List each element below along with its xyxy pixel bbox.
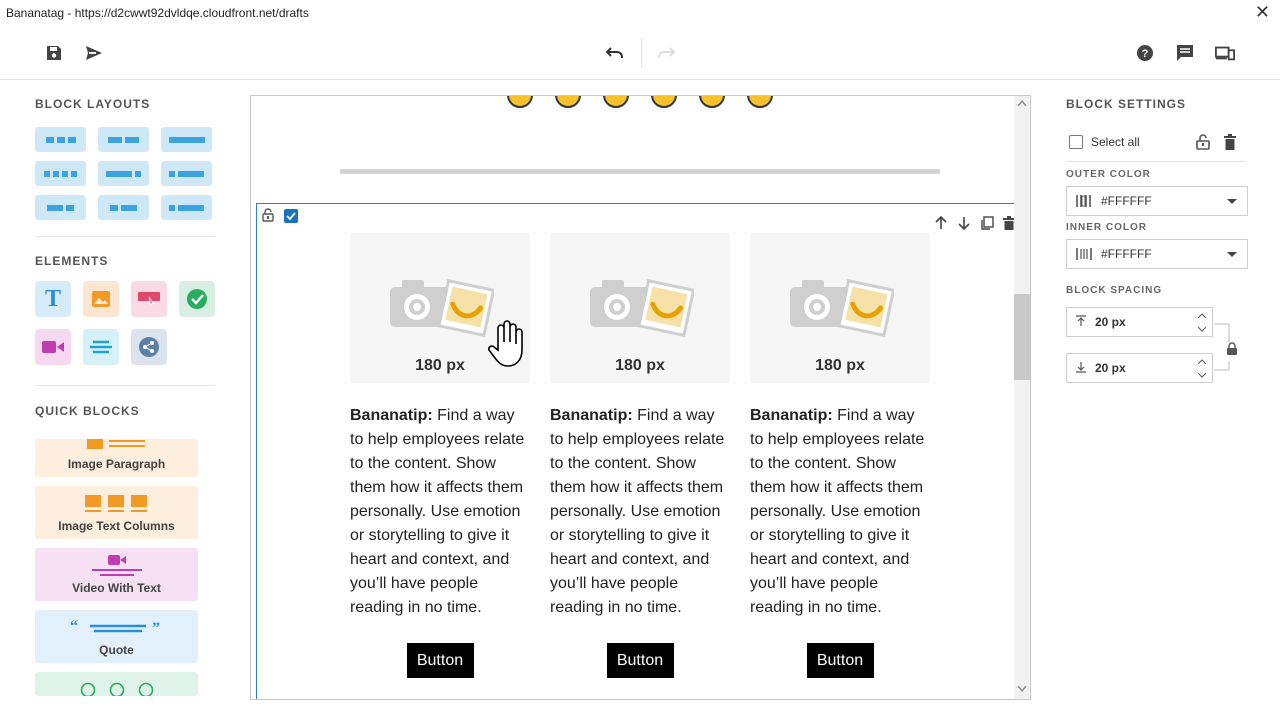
image-size-label: 180 px [615, 357, 665, 374]
video-element-icon[interactable] [35, 329, 71, 365]
inner-color-value: #FFFFFF [1101, 247, 1152, 261]
block-select-checkbox[interactable] [284, 209, 298, 223]
window-close-button[interactable]: ✕ [1254, 2, 1270, 22]
scrollbar-thumb[interactable] [1014, 294, 1030, 380]
quick-block-label: Image Paragraph [67, 457, 166, 471]
window-title: Bananatag - https://d2cwwt92dvldqe.cloudfront.net/drafts [6, 6, 309, 20]
emoji-icon [507, 95, 533, 108]
send-icon[interactable] [84, 43, 104, 63]
stepper-arrows[interactable] [1192, 354, 1212, 382]
move-down-icon[interactable] [956, 215, 972, 231]
inner-color-label: INNER COLOR [1066, 222, 1147, 233]
svg-text:”: ” [152, 620, 160, 635]
outer-color-label: OUTER COLOR [1066, 169, 1151, 180]
tip-label: Bananatip: [350, 407, 433, 424]
spacing-bottom-input[interactable] [1066, 353, 1213, 383]
tip-label: Bananatip: [750, 407, 833, 424]
spacing-top-input[interactable] [1066, 307, 1213, 337]
redo-icon[interactable] [656, 43, 676, 63]
help-icon[interactable] [1135, 43, 1155, 63]
device-preview-icon[interactable] [1215, 43, 1235, 63]
layout-1-col[interactable] [161, 127, 212, 152]
lock-icon[interactable] [1196, 134, 1210, 155]
content-column[interactable] [350, 233, 530, 678]
button-element-icon[interactable] [131, 281, 167, 317]
divider [35, 385, 215, 386]
block-settings-heading: BLOCK SETTINGS [1066, 97, 1187, 111]
column-button[interactable]: Button [607, 643, 674, 678]
image-placeholder[interactable] [750, 233, 930, 383]
select-all-checkbox[interactable] [1069, 135, 1083, 149]
trash-icon[interactable] [1224, 134, 1236, 155]
outer-color-value: #FFFFFF [1101, 194, 1152, 208]
hand-cursor-icon [484, 320, 524, 373]
divider [1066, 161, 1246, 162]
emoji-icon [603, 95, 629, 108]
padding-top-icon [1067, 315, 1095, 330]
tip-text: Find a way to help employees relate to the content. Show them how it affects them personally. Use emotion or storytelling to give it heart and context, and you’ll have people reading in no time. [750, 407, 925, 616]
inner-color-select[interactable] [1066, 239, 1248, 269]
move-up-icon[interactable] [933, 215, 949, 231]
right-panel [1031, 80, 1280, 720]
layout-wide-narrow[interactable] [98, 161, 149, 186]
chevron-down-icon [1227, 252, 1237, 257]
share-element-icon[interactable] [131, 329, 167, 365]
emoji-icon [555, 95, 581, 108]
checkmark-element-icon[interactable] [179, 281, 215, 317]
quick-block-feedback[interactable] [35, 672, 198, 696]
spacing-top-value: 20 px [1095, 315, 1126, 329]
svg-text:“: “ [70, 619, 78, 635]
quick-block-video-with-text[interactable] [35, 548, 198, 601]
column-paragraph[interactable] [350, 404, 530, 620]
divider-element-icon[interactable] [83, 329, 119, 365]
duplicate-icon[interactable] [979, 215, 995, 231]
email-canvas[interactable] [250, 95, 1031, 700]
tip-text: Find a way to help employees relate to the content. Show them how it affects them personally. Use emotion or storytelling to give it heart and context, and you’ll have people reading in no time. [550, 407, 725, 616]
tip-label: Bananatip: [550, 407, 633, 424]
emoji-icon [747, 95, 773, 108]
emoji-icon [651, 95, 677, 108]
toolbar-divider [641, 38, 642, 68]
inner-color-icon [1067, 248, 1101, 260]
divider [35, 236, 215, 237]
canvas-scrollbar[interactable] [1014, 96, 1030, 699]
layout-3-col[interactable] [35, 127, 86, 152]
image-size-label: 180 px [415, 357, 465, 374]
top-toolbar [0, 26, 1280, 80]
column-paragraph[interactable] [750, 404, 930, 620]
window-titlebar [0, 0, 1280, 26]
chevron-down-icon [1227, 199, 1237, 204]
spacing-bottom-value: 20 px [1095, 361, 1126, 375]
stepper-arrows[interactable] [1192, 308, 1212, 336]
save-icon[interactable] [44, 43, 64, 63]
quick-block-label: Quote [99, 643, 134, 657]
spacing-lock-icon[interactable] [1226, 342, 1238, 361]
content-column[interactable] [750, 233, 930, 678]
quick-blocks-heading: QUICK BLOCKS [35, 404, 140, 418]
quick-block-label: Image Text Columns [58, 519, 175, 533]
left-panel [0, 80, 250, 720]
layout-2-col[interactable] [98, 127, 149, 152]
layout-1-2-col[interactable] [98, 195, 149, 220]
outer-color-icon [1067, 195, 1101, 207]
block-spacing-label: BLOCK SPACING [1066, 285, 1163, 296]
outer-color-select[interactable] [1066, 186, 1248, 216]
lock-icon[interactable] [262, 208, 274, 222]
block-layouts-heading: BLOCK LAYOUTS [35, 97, 151, 111]
column-button[interactable]: Button [407, 643, 474, 678]
svg-text:?: ? [1141, 48, 1149, 60]
quick-block-image-paragraph[interactable] [35, 439, 198, 477]
divider-line [340, 169, 940, 174]
layout-narrow-wide[interactable] [161, 161, 212, 186]
quick-block-quote[interactable] [35, 610, 198, 663]
undo-icon[interactable] [605, 43, 625, 63]
layout-4-col[interactable] [35, 161, 86, 186]
text-element-icon[interactable]: T [35, 281, 71, 317]
tip-text: Find a way to help employees relate to the content. Show them how it affects them personally. Use emotion or storytelling to give it heart and context, and you’ll have people reading in no time. [350, 407, 525, 616]
quick-block-image-text-columns[interactable] [35, 486, 198, 539]
image-placeholder[interactable] [550, 233, 730, 383]
column-button[interactable]: Button [807, 643, 874, 678]
emoji-icon [699, 95, 725, 108]
column-paragraph[interactable] [550, 404, 730, 620]
layout-2-1-col[interactable] [35, 195, 86, 220]
image-element-icon[interactable] [83, 281, 119, 317]
layout-1-3-col[interactable] [161, 195, 212, 220]
elements-heading: ELEMENTS [35, 254, 109, 268]
content-column[interactable] [550, 233, 730, 678]
quick-block-label: Video With Text [72, 581, 161, 595]
padding-bottom-icon [1067, 361, 1095, 376]
image-size-label: 180 px [815, 357, 865, 374]
select-all-label: Select all [1091, 135, 1140, 149]
comment-icon[interactable] [1175, 43, 1195, 63]
